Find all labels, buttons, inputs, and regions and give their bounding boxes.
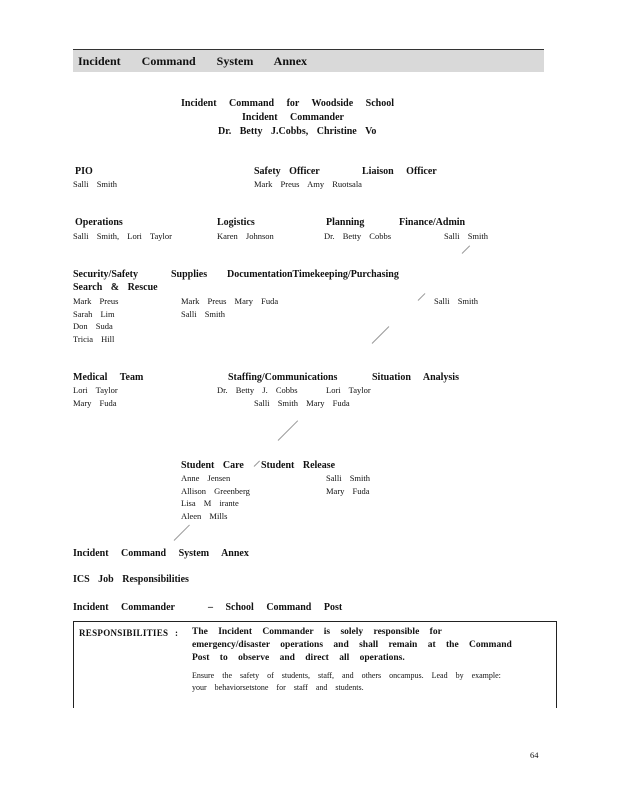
documentation-names: Salli Smith — [434, 296, 479, 306]
annex-heading: Incident Command System Annex — [73, 548, 249, 559]
student-care-name: Allison Greenberg — [181, 486, 250, 496]
role-location-heading: – School Command Post — [208, 602, 343, 613]
planning-names: Dr. Betty Cobbs — [324, 231, 392, 241]
role-heading: Incident Commander — [73, 602, 175, 613]
page-title: Incident Command System Annex — [78, 54, 308, 68]
pio-label: PIO — [75, 166, 93, 177]
security-name: Don Suda — [73, 321, 113, 331]
logistics-names: Karen Johnson — [217, 231, 274, 241]
connector-line — [372, 326, 390, 344]
safety-officer-names: Mark Preus Amy Ruotsala — [254, 179, 362, 189]
incident-commander-names: Dr. Betty J.Cobbs, Christine Vo — [218, 126, 377, 137]
pio-names: Salli Smith — [73, 179, 118, 189]
supplies-label: Supplies — [171, 269, 208, 280]
connector-line — [278, 420, 299, 441]
staffing-names: Dr. Betty J. Cobbs — [217, 385, 298, 395]
supplies-names: Salli Smith — [181, 309, 226, 319]
operations-names: Salli Smith, Lori Taylor — [73, 231, 172, 241]
page-number: 64 — [530, 750, 539, 760]
staffing-names: Lori Taylor — [326, 385, 371, 395]
staffing-names: Salli Smith Mary Fuda — [254, 398, 350, 408]
student-release-label: Student Release — [261, 460, 336, 471]
connector-line — [174, 525, 190, 541]
safety-officer-label: Safety Officer — [254, 166, 320, 177]
student-care-name: Lisa M irante — [181, 498, 239, 508]
logistics-label: Logistics — [217, 217, 255, 228]
header-bar — [73, 49, 544, 72]
student-release-name: Mary Fuda — [326, 486, 370, 496]
staffing-communications-label: Staffing/Communications — [228, 372, 338, 383]
security-name: Sarah Lim — [73, 309, 115, 319]
responsibilities-text: The Incident Commander is solely responsible for emergency/disaster operations and shall remain at the Command Post to observe and direct all operations. — [192, 627, 512, 663]
connector-line — [462, 245, 470, 253]
operations-label: Operations — [75, 217, 123, 228]
medical-team-label: Medical Team — [73, 372, 144, 383]
job-responsibilities-heading: ICS Job Responsibilities — [73, 574, 189, 585]
security-safety-label: Security/Safety — [73, 269, 138, 280]
finance-admin-label: Finance/Admin — [399, 217, 466, 228]
connector-line — [254, 460, 260, 466]
security-name: Tricia Hill — [73, 334, 115, 344]
search-rescue-label: Search & Rescue — [73, 282, 158, 293]
responsibilities-detail: Ensure the safety of students, staff, and others oncampus. Lead by example: your behaviorsetstone for staff and students. — [192, 671, 501, 692]
connector-line — [418, 293, 426, 301]
planning-label: Planning — [326, 217, 365, 228]
supplies-names: Mark Preus Mary Fuda — [181, 296, 279, 306]
responsibilities-colon: : — [175, 628, 179, 638]
student-care-name: Anne Jensen — [181, 473, 231, 483]
documentation-label: DocumentationTimekeeping/Purchasing — [227, 269, 399, 280]
student-release-name: Salli Smith — [326, 473, 371, 483]
finance-admin-names: Salli Smith — [444, 231, 489, 241]
responsibilities-box — [73, 621, 557, 708]
medical-team-name: Mary Fuda — [73, 398, 117, 408]
medical-team-name: Lori Taylor — [73, 385, 118, 395]
student-care-label: Student Care — [181, 460, 244, 471]
situation-analysis-label: Situation Analysis — [372, 372, 459, 383]
student-care-name: Aleen Mills — [181, 511, 228, 521]
org-chart-subtitle: Incident Commander — [242, 112, 344, 123]
org-chart-title: Incident Command for Woodside School — [181, 98, 394, 109]
liaison-officer-label: Liaison Officer — [362, 166, 437, 177]
security-name: Mark Preus — [73, 296, 119, 306]
responsibilities-label: RESPONSIBILITIES — [79, 628, 169, 638]
